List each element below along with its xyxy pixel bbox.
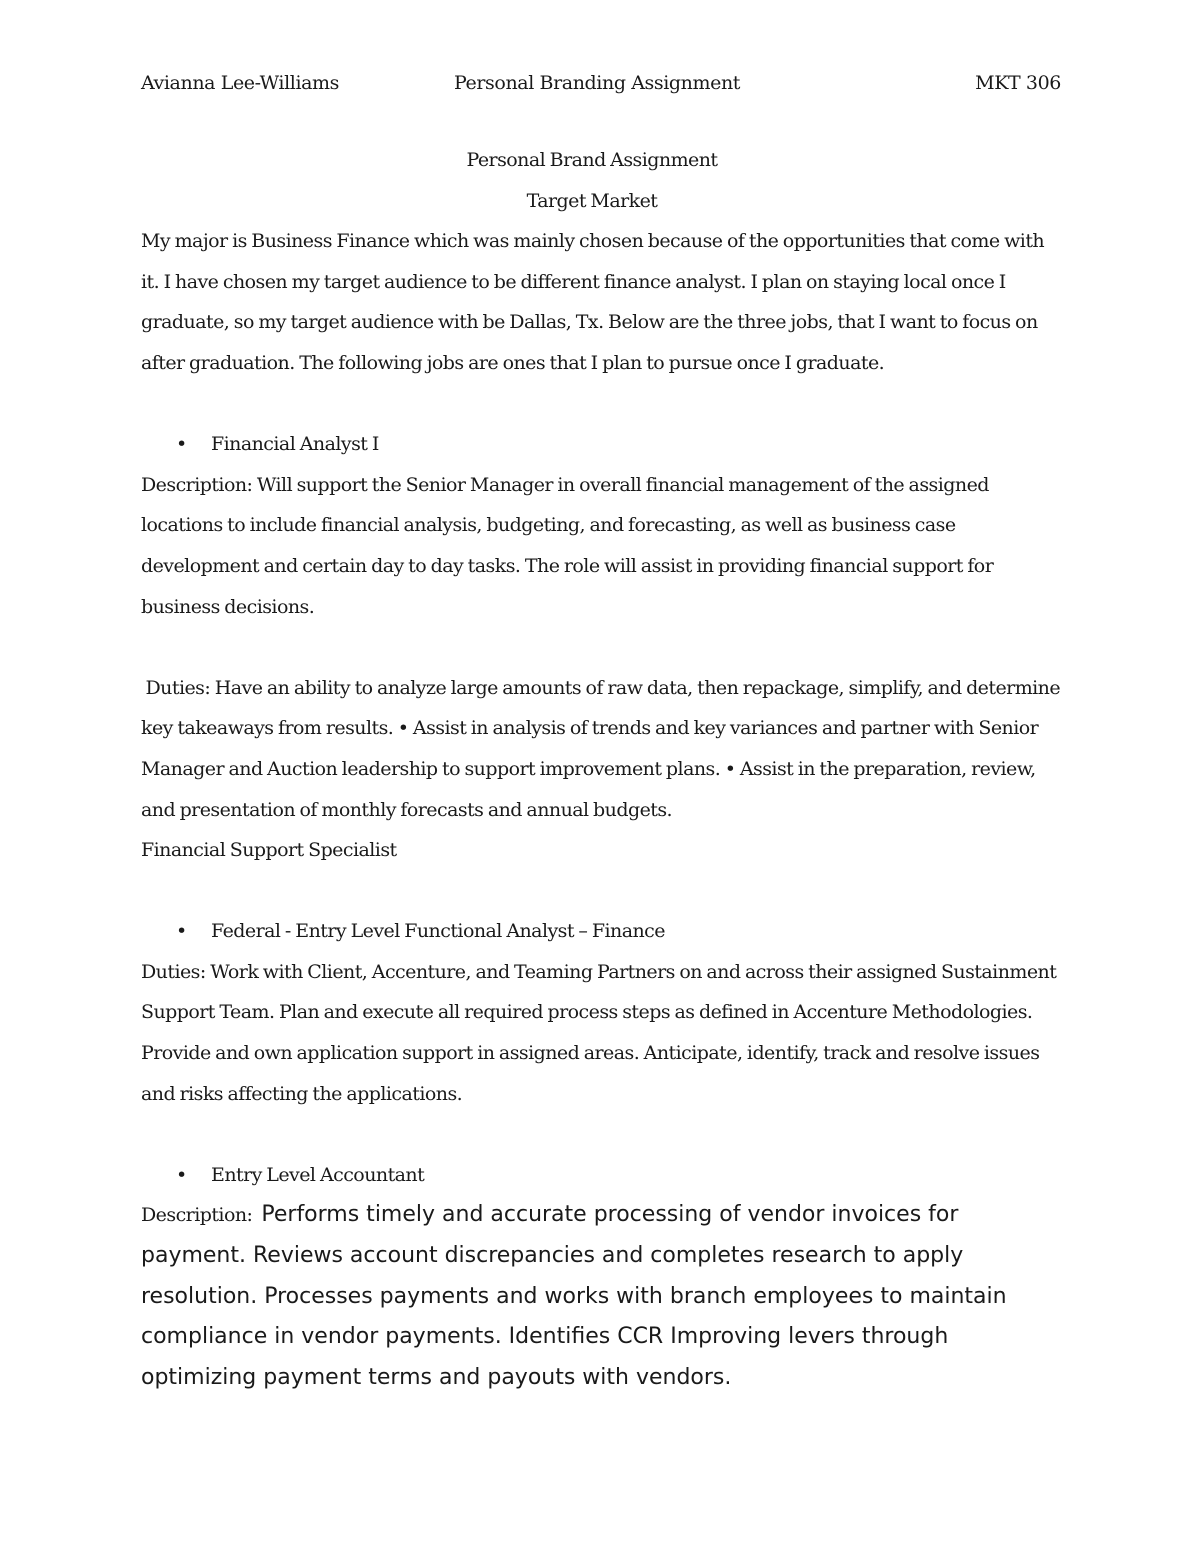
job-3-description-label: Description: xyxy=(141,1204,257,1227)
spacer xyxy=(141,871,1061,912)
bullet-icon: • xyxy=(176,920,187,943)
job-2-duties: Duties: Work with Client, Accenture, and Teaming Partners on and across their assigned Sustainment Support Team. Plan and execute all required process steps as defined in Accenture Methodologies. Provide and own application support in assigned areas. Anticipate, identify, track and resolve issues and risks affecting the applications. xyxy=(141,960,1057,1105)
job-3-description-text: Performs timely and accurate processing of vendor invoices for payment. Reviews account discrepancies and completes research to apply resolution. Processes payments and works with branch employees to maintain compliance in vendor payments. Identifies CCR Improving levers through optimizing payment terms and payouts with vendors. xyxy=(141,1202,1014,1390)
job-1-title: Financial Analyst I xyxy=(211,433,379,456)
document-subtitle: Target Market xyxy=(526,189,658,212)
header-author: Avianna Lee-Williams xyxy=(141,72,340,94)
page-header xyxy=(141,72,1061,100)
job-2-title: Federal - Entry Level Functional Analyst – Finance xyxy=(211,920,665,943)
bullet-icon: • xyxy=(176,1163,187,1186)
spacer xyxy=(141,384,1061,425)
header-assignment: Personal Branding Assignment xyxy=(454,72,741,94)
job-1-duties: Duties: Have an ability to analyze large amounts of raw data, then repackage, simplify, and determine key takeaways from results. • Assist in analysis of trends and key variances and partner with Senior Manager and Auction leadership to support improvement plans. • Assist in the preparation, review, and presentation of monthly forecasts and annual budgets. xyxy=(141,676,1065,821)
job-3-description xyxy=(141,1195,1061,1398)
bullet-icon: • xyxy=(176,433,187,456)
job-1-extra: Financial Support Specialist xyxy=(141,839,397,862)
job-3-title: Entry Level Accountant xyxy=(211,1163,425,1186)
job-2-bullet xyxy=(141,911,1061,952)
job-1-bullet xyxy=(141,424,1061,465)
intro-paragraph: My major is Business Finance which was mainly chosen because of the opportunities that come with it. I have chosen my target audience to be different finance analyst. I plan on staying local once I graduate, so my target audience with be Dallas, Tx. Below are the three jobs, that I want to focus on after graduation. The following jobs are ones that I plan to pursue once I graduate. xyxy=(141,230,1045,374)
job-1-description: Description: Will support the Senior Manager in overall financial management of the assigned locations to include financial analysis, budgeting, and forecasting, as well as business case development and certain day to day tasks. The role will assist in providing financial support for business decisions. xyxy=(141,473,994,618)
document-body xyxy=(141,140,1065,1398)
spacer xyxy=(141,627,1061,668)
header-course: MKT 306 xyxy=(975,72,1061,94)
document-title: Personal Brand Assignment xyxy=(466,149,718,171)
job-3-bullet xyxy=(141,1155,1061,1196)
spacer xyxy=(141,1114,1061,1155)
